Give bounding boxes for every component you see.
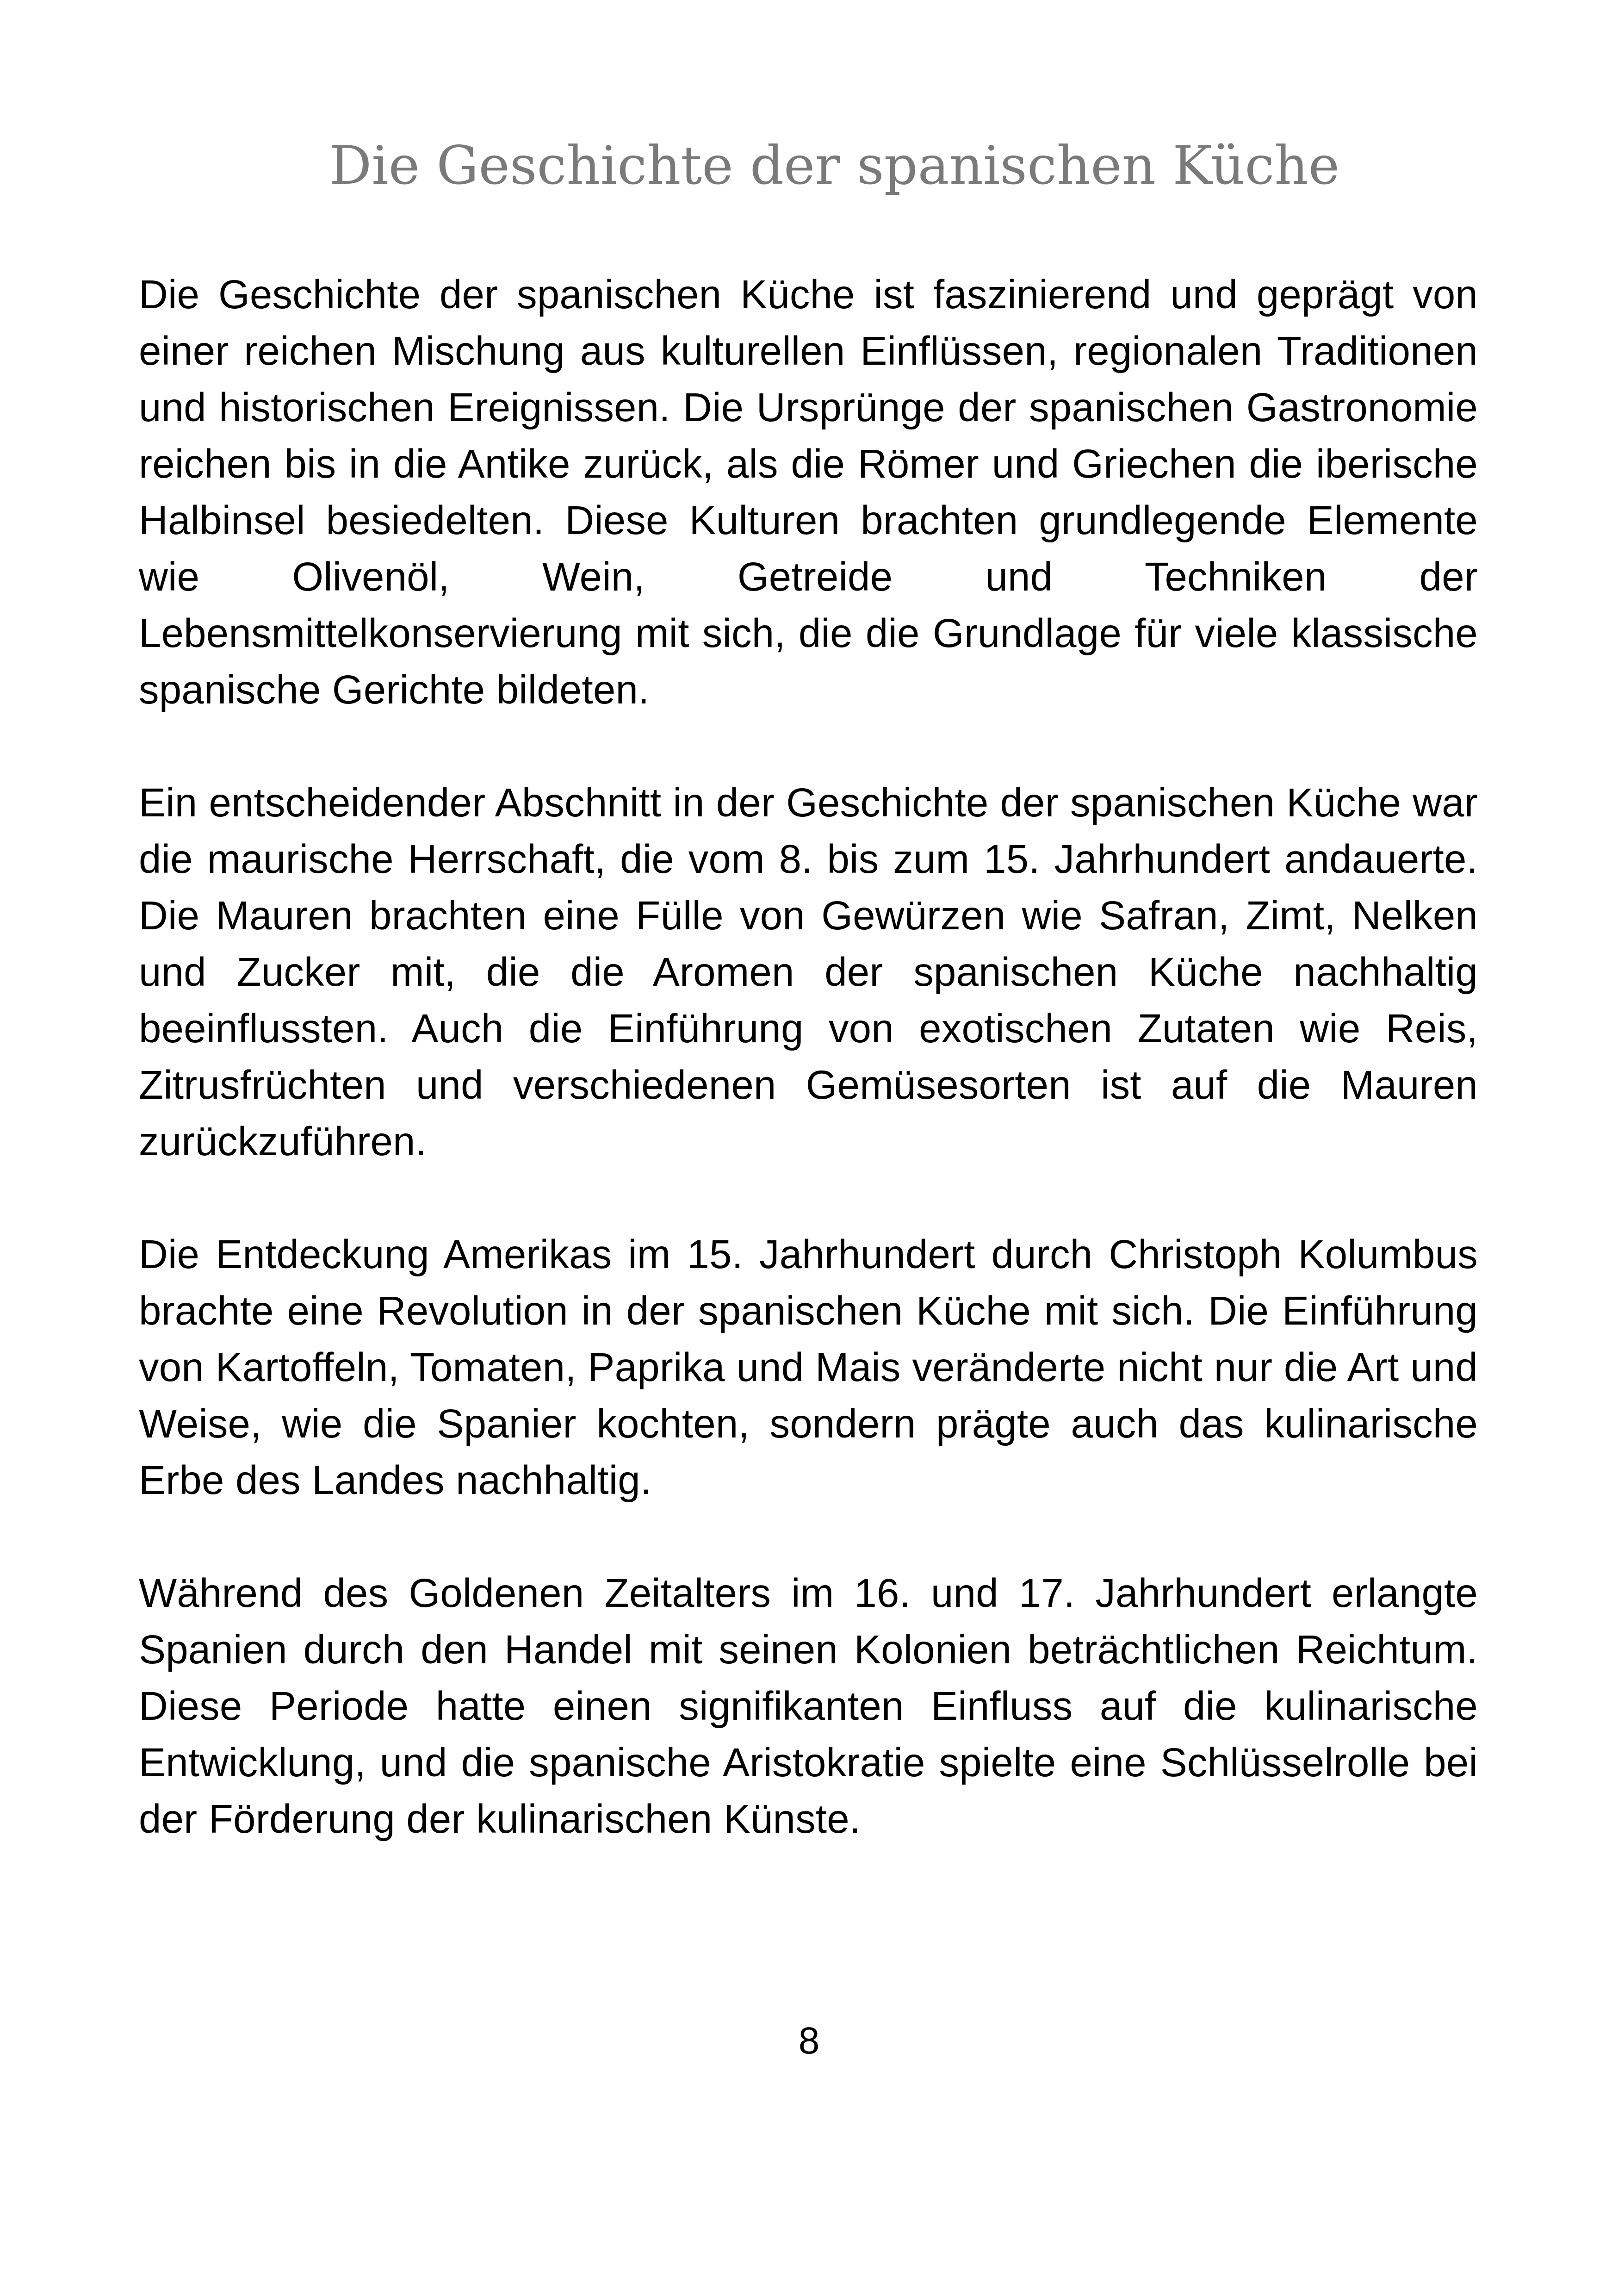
body-text (139, 267, 1478, 1848)
paragraph: Während des Goldenen Zeitalters im 16. und 17. Jahrhundert erlangte Spanien durch den Handel mit seinen Kolonien beträchtlichen Reichtum. Diese Periode hatte einen signifikanten Einfluss auf die kulinarische Entwicklung, und die spanische Aristokratie spielte eine Schlüsselrolle bei der Förderung der kulinarischen Künste. (139, 1571, 1478, 1842)
page-title: Die Geschichte der spanischen Küche (329, 135, 1340, 196)
paragraph: Ein entscheidender Abschnitt in der Geschichte der spanischen Küche war die maurische Herrschaft, die vom 8. bis zum 15. Jahrhundert andauerte. Die Mauren brachten eine Fülle von Gewürzen wie Safran, Zimt, Nelken und Zucker mit, die die Aromen der spanischen Küche nachhaltig beeinflussten. Auch die Einführung von exotischen Zutaten wie Reis, Zitrusfrüchten und verschiedenen Gemüsesorten ist auf die Mauren zurückzuführen. (139, 780, 1478, 1164)
paragraph: Die Entdeckung Amerikas im 15. Jahrhundert durch Christoph Kolumbus brachte eine Revolution in der spanischen Küche mit sich. Die Einführung von Kartoffeln, Tomaten, Paprika und Mais veränderte nicht nur die Art und Weise, wie die Spanier kochten, sondern prägte auch das kulinarische Erbe des Landes nachhaltig. (139, 1232, 1478, 1503)
paragraph: Die Geschichte der spanischen Küche ist faszinierend und geprägt von einer reichen Mischung aus kulturellen Einflüssen, regionalen Traditionen und historischen Ereignissen. Die Ursprünge der spanischen Gastronomie reichen bis in die Antike zurück, als die Römer und Griechen die iberische Halbinsel besiedelten. Diese Kulturen brachten grundlegende Elemente wie Olivenöl, Wein, Getreide und Techniken der Lebensmittelkonservierung mit sich, die die Grundlage für viele klassische spanische Gerichte bildeten. (139, 272, 1478, 712)
page-number: 8 (798, 2020, 820, 2062)
